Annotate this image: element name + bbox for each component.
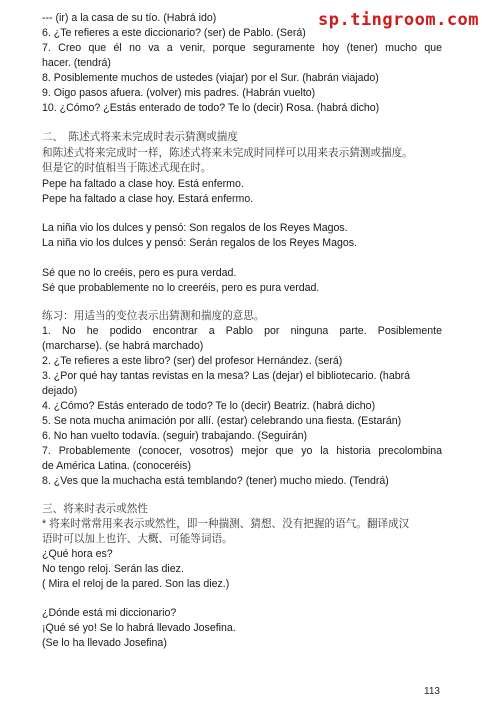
text-line: 9. Oigo pasos afuera. (volver) mis padres. (Habrán vuelto) — [42, 87, 316, 99]
text-line: Pepe ha faltado a clase hoy. Está enfermo. — [42, 178, 244, 190]
text-line: No tengo reloj. Serán las diez. — [42, 563, 184, 575]
text-line: (Se lo ha llevado Josefina) — [42, 637, 167, 649]
text-line: 语时可以加上也许、大概、可能等词语。 — [42, 533, 233, 545]
text-line: 5. Se nota mucha animación por allí. (estar) celebrando una fiesta. (Estarán) — [42, 415, 402, 427]
text-line: --- (ir) a la casa de su tío. (Habrá ido) — [42, 12, 217, 24]
text-line: 10. ¿Cómo? ¿Estás enterado de todo? Te lo (decir) Rosa. (habrá dicho) — [42, 102, 380, 114]
text-line: Pepe ha faltado a clase hoy. Estará enfermo. — [42, 193, 254, 205]
text-line: 7. Probablemente (conocer, vosotros) mejor que yo la historia precolombina — [42, 445, 442, 457]
text-line: ( Mira el reloj de la pared. Son las diez.) — [42, 578, 230, 590]
text-line: 6. ¿Te refieres a este diccionario? (ser) de Pablo. (Será) — [42, 27, 306, 39]
exercise-heading: 练习：用适当的变位表示出猜测和揣度的意思。 — [42, 310, 265, 322]
text-line: 8. ¿Ves que la muchacha está temblando? (tener) mucho miedo. (Tendrá) — [42, 475, 389, 487]
text-line: 4. ¿Cómo? Estás enterado de todo? Te lo (decir) Beatriz. (habrá dicho) — [42, 400, 376, 412]
text-line: Sé que probablemente no lo creeréis, pero es pura verdad. — [42, 282, 320, 294]
text-line: de América Latina. (conoceréis) — [42, 460, 191, 472]
text-line: dejado) — [42, 385, 78, 397]
text-line: 1. No he podido encontrar a Pablo por ninguna parte. Posiblemente — [42, 325, 442, 337]
text-line: ¿Qué hora es? — [42, 548, 113, 560]
text-line: 8. Posiblemente muchos de ustedes (viajar) por el Sur. (habrán viajado) — [42, 72, 379, 84]
text-line: * 将来时常常用来表示或然性，即一种揣测、猜想、没有把握的语气。翻译成汉 — [42, 518, 410, 530]
text-line: La niña vio los dulces y pensó: Son regalos de los Reyes Magos. — [42, 222, 348, 234]
section-heading: 二、 陈述式将来未完成时表示猜测或揣度 — [42, 131, 238, 143]
text-line: La niña vio los dulces y pensó: Serán regalos de los Reyes Magos. — [42, 237, 358, 249]
text-line: 2. ¿Te refieres a este libro? (ser) del profesor Hernández. (será) — [42, 355, 343, 367]
text-line: ¿Dónde está mi diccionario? — [42, 607, 177, 619]
text-line: Sé que no lo creéis, pero es pura verdad. — [42, 267, 237, 279]
text-line: 3. ¿Por qué hay tantas revistas en la mesa? Las (dejar) el bibliotecario. (habrá — [42, 370, 411, 382]
text-line: 6. No han vuelto todavía. (seguir) trabajando. (Seguirán) — [42, 430, 307, 442]
text-line: 7. Creo que él no va a venir, porque seguramente hoy (tener) mucho que — [42, 42, 442, 54]
text-line: ¡Qué sé yo! Se lo habrá llevado Josefina. — [42, 622, 236, 634]
text-line: hacer. (tendrá) — [42, 57, 111, 69]
text-line: 但是它的时值相当于陈述式现在时。 — [42, 162, 212, 174]
text-line: (marcharse). (se habrá marchado) — [42, 340, 204, 352]
section-heading: 三、将来时表示或然性 — [42, 503, 148, 515]
text-line: 和陈述式将来完成时一样，陈述式将来未完成时同样可以用来表示猜测或揣度。 — [42, 147, 413, 159]
page-number: 113 — [424, 686, 440, 697]
watermark: sp.tingroom.com — [318, 10, 480, 30]
